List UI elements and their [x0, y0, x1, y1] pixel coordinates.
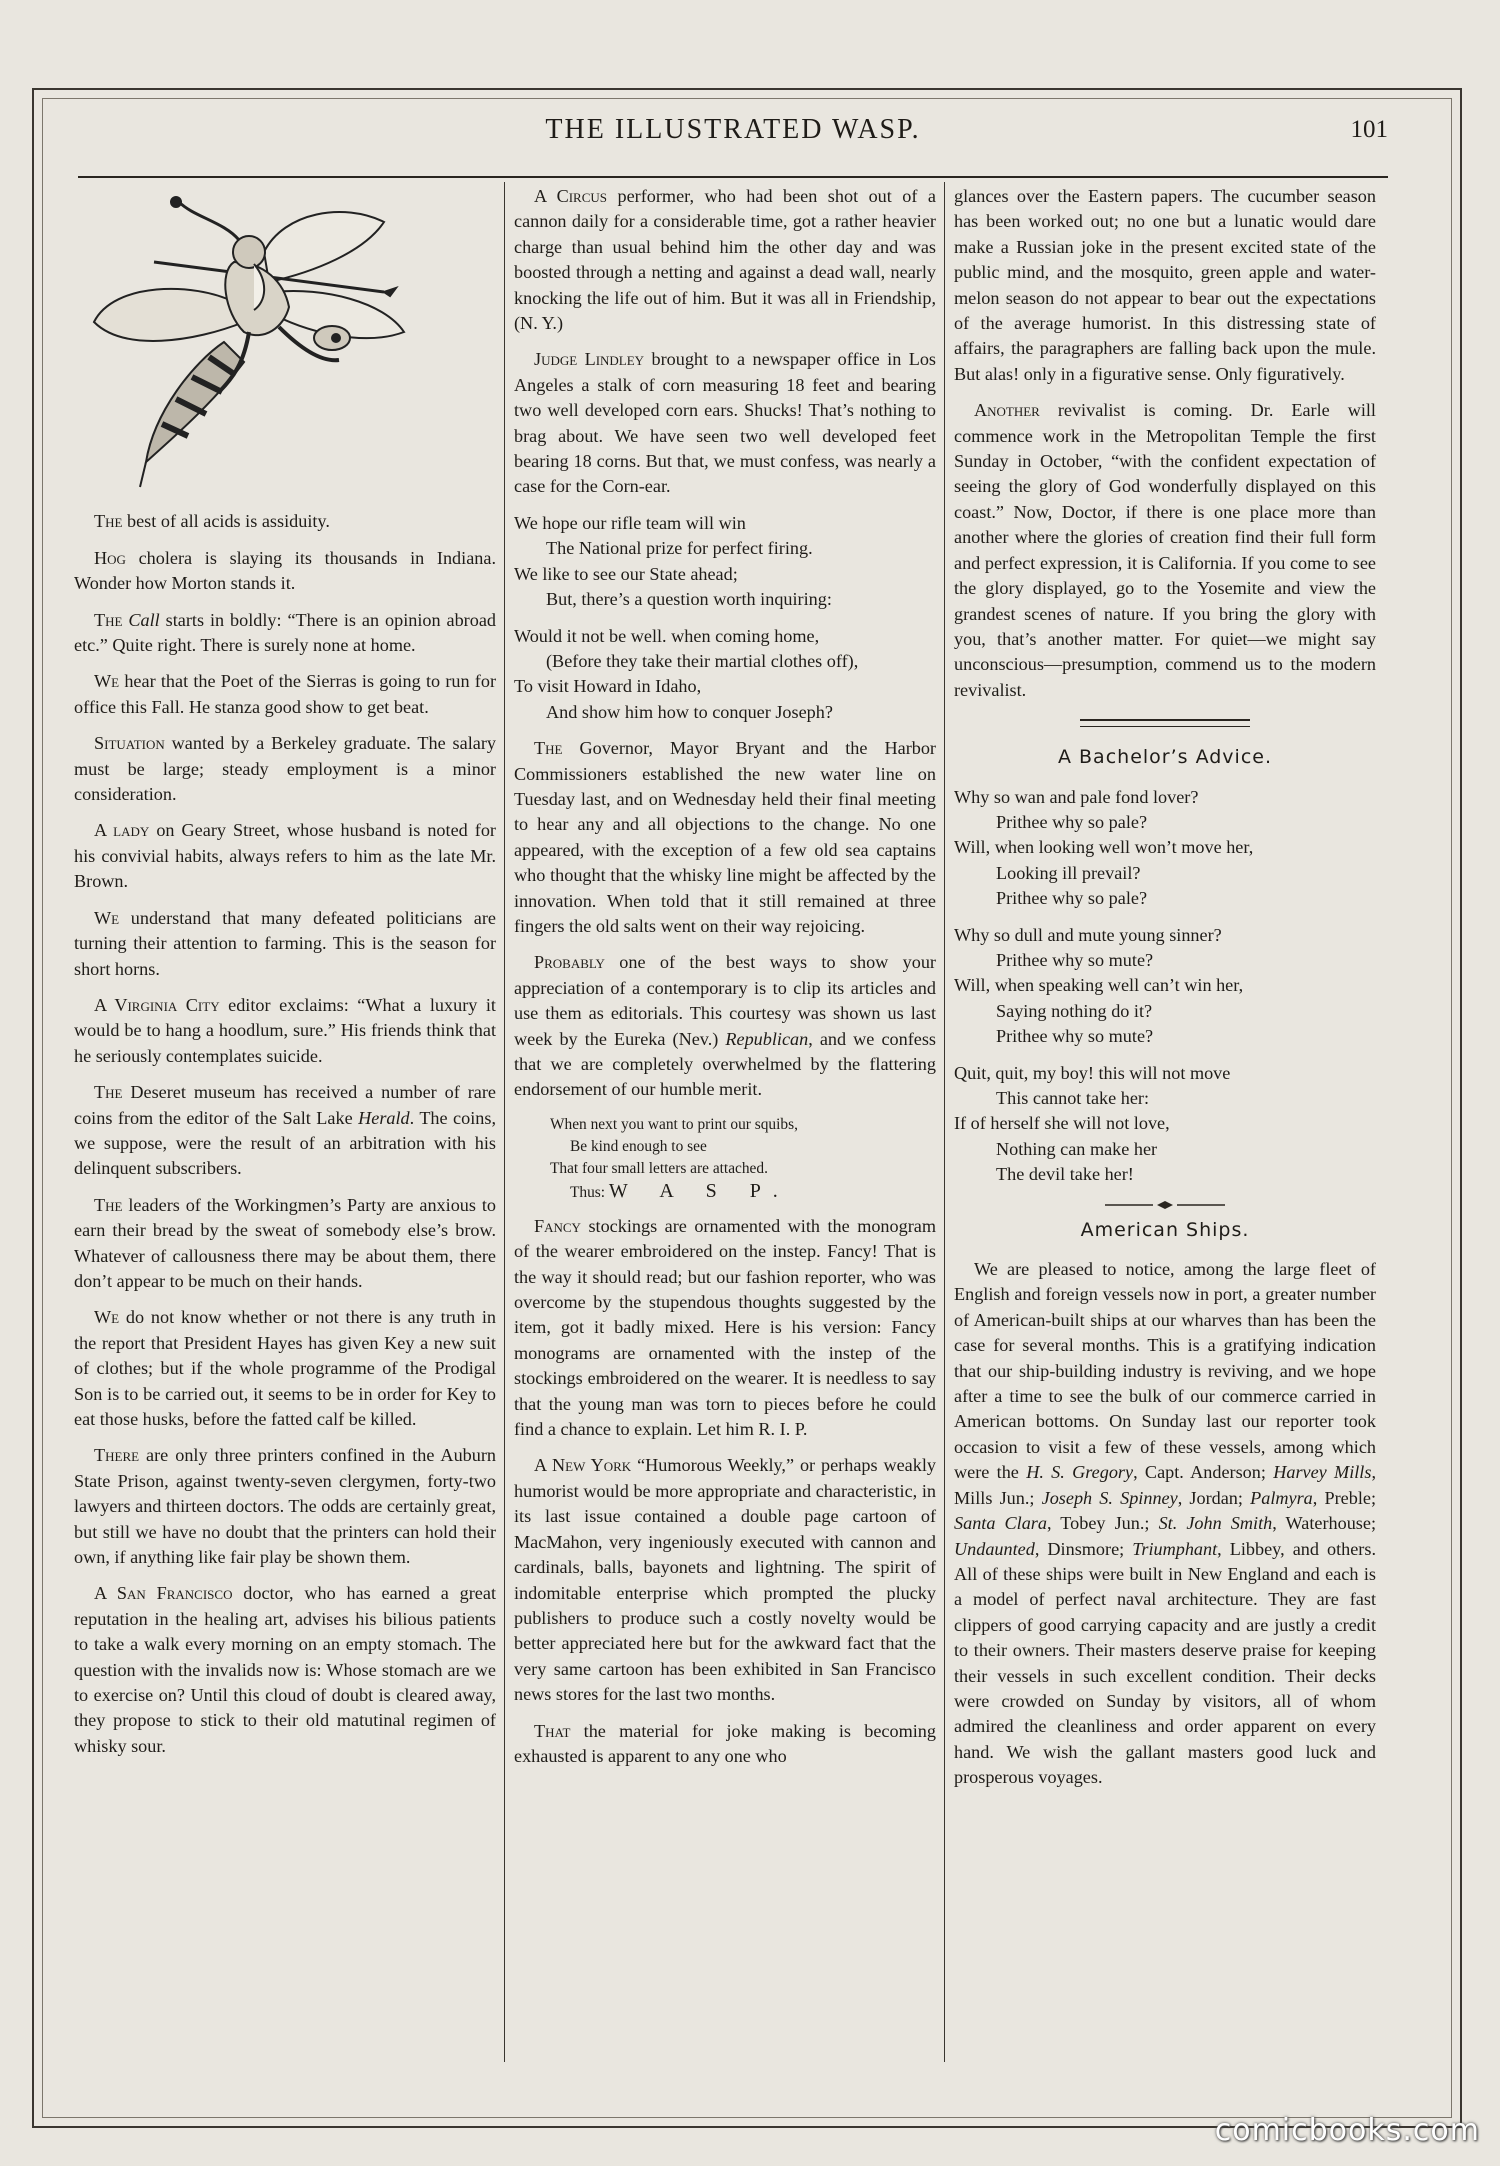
watermark: comicbooks.com	[1214, 2113, 1480, 2148]
ornament-divider	[1105, 1200, 1225, 1210]
item-workingmen: The leaders of the Workingmen’s Party are anxious to earn their bread by the sweat of somebody else’s brow. Whatever of callousness there may be about them, there don’t appear to be much on their hands.	[74, 1194, 496, 1291]
poem-stanza-1: Why so wan and pale fond lover? Prithee why so pale? Will, when looking well won’t move her, Looking ill prevail? Prithee why so pale?	[954, 786, 1254, 909]
item-poet: We hear that the Poet of the Sierras is going to run for office this Fall. He stanza good show to get beat.	[74, 671, 496, 717]
item-situation: Situation wanted by a Berkeley graduate. The salary must be large; steady employment is a minor consideration.	[74, 733, 496, 805]
thus-label: Thus:	[570, 1183, 606, 1201]
poem-stanza-2: Why so dull and mute young sinner? Prithee why so mute? Will, when speaking well can’t win her, Saying nothing do it? Prithee why so mute?	[954, 924, 1244, 1047]
verse-rifle-team-1: We hope our rifle team will win The National prize for perfect firing. We like to see our State ahead; But, there’s a question worth inquiring:	[514, 512, 832, 610]
item-that: That the material for joke making is becoming exhausted is apparent to any one who	[514, 1720, 936, 1766]
wasp-signature: W A S P.	[608, 1179, 792, 1202]
item-acids: The best of all acids is assiduity.	[94, 511, 330, 532]
item-probably: Probably one of the best ways to show your appreciation of a contemporary is to clip its articles and use them as editorials. This courtesy was shown us last week by the Eureka (Nev.) Republican, and we confess that we are completely overwhelmed by the flattering endorsement of our humble merit.	[514, 952, 936, 1100]
section-divider	[1080, 719, 1250, 727]
poem-stanza-3: Quit, quit, my boy! this will not move This cannot take her: If of herself she will not love, Nothing can make her The devil take her!	[954, 1062, 1231, 1185]
column-rule-2	[944, 182, 945, 2062]
item-printers: There are only three printers confined in the Auburn State Prison, against twenty-seven clergymen, forty-two lawyers and thirteen doctors. The odds are certainly great, but still we have no doubt that the printers can hold their own, if anything like fair play be shown them.	[74, 1445, 496, 1568]
masthead-title: THE ILLUSTRATED WASP.	[545, 114, 921, 145]
item-deseret: The Deseret museum has received a number of rare coins from the editor of the Salt Lake Herald. The coins, we suppose, were the result of an arbitration with his delinquent subscribers.	[74, 1082, 496, 1179]
item-revivalist: Another revivalist is coming. Dr. Earle will commence work in the Metropolitan Temple the first Sunday in October, “with the confident expectation of seeing the glory of God wonderfully displayed on this coast.” Now, Doctor, if there is one place more than another where the glories of creation find their full form and perfect expression, it is California. If you come to see the glory displayed, go to the Yosemite and view the grandest scenes of nature. If you bring the glory with you, that’s another matter. For quiet—we might say unconscious—presumption, commend us to the modern revivalist.	[954, 400, 1376, 700]
column-2	[514, 184, 936, 1780]
item-continued-joke: glances over the Eastern papers. The cucumber season has been worked out; no one but a lunatic would dare make a Russian joke in the present excited state of the public mind, and the mosquito, green apple and water-melon season do not appear to bear out the expectations of the average humorist. In this distressing state of affairs, the paragraphers are falling back upon the mule. But alas! only in a figurative sense. Only figuratively.	[954, 186, 1376, 384]
item-virginia-city: A Virginia City editor exclaims: “What a luxury it would be to hang a hoodlum, sure.” His friends think that he seriously contemplates suicide.	[74, 994, 496, 1066]
item-doctor: A San Francisco doctor, who has earned a great reputation in the healing art, advises his bilious patients to take a walk every morning on an empty stomach. The question with the invalids now is: Whose stomach are we to exercise on? Until this cloud of doubt is cleared away, they propose to stick to their old matutinal regimen of whisky sour.	[74, 1583, 497, 1756]
item-fancy: Fancy stockings are ornamented with the monogram of the wearer embroidered on the instep. Fancy! That is the way it should read; but our fashion reporter, who was overcome by the stupendous thoughts suggested by the item, got it badly mixed. Here is his version: Fancy monograms are ornamented with the instep of the stockings embroidered on the wearer. It is needless to say that the young man was torn to pieces before he could find a chance to explain. Let him R. I. P.	[514, 1215, 936, 1440]
item-new-york: A New York “Humorous Weekly,” or perhaps weakly humorist would be more appropriate and characteristic, in its last issue contained a double page cartoon of MacMahon, very ingeniously executed with cannon and cardinals, balls, bayonets and lightning. The spirit of indomitable enterprise which prompted the plucky publishers to produce such a costly novelty would be better appreciated here but for the awkward fact that the very same cartoon has been exhibited in San Francisco news stores for the last two months.	[514, 1455, 936, 1705]
item-hog-cholera: Hog cholera is slaying its thousands in Indiana. Wonder how Morton stands it.	[74, 547, 496, 594]
item-circus: A Circus performer, who had been shot out of a cannon daily for a considerable time, got a rather heavier charge than usual behind him the other day and was boosted through a netting and against a dead wall, nearly knocking the life out of him. But it was all in Friendship, (N. Y.)	[514, 186, 936, 334]
masthead	[78, 112, 1388, 156]
masthead-rule	[78, 176, 1388, 178]
item-hayes: We do not know whether or not there is any truth in the report that President Hayes has given Key a new suit of clothes; but if the whole programme of the Prodigal Son is to be carried out, it seems to be in order for Key to eat those husks, before the fatted calf be killed.	[74, 1307, 496, 1429]
item-politicians: We understand that many defeated politicians are turning their attention to farming. This is the season for short horns.	[74, 907, 496, 979]
item-lady: A lady on Geary Street, whose husband is noted for his convivial habits, always refers to him as the late Mr. Brown.	[74, 820, 496, 892]
item-judge-lindley: Judge Lindley brought to a newspaper office in Los Angeles a stalk of corn measuring 18 feet and bearing two well developed corn ears. Shucks! That’s nothing to brag about. We have seen two well developed feet bearing 18 corns. But that, we must confess, was nearly a case for the Corn-ear.	[514, 349, 936, 497]
verse-rifle-team-2: Would it not be well. when coming home, (Before they take their martial clothes off), To visit Howard in Idaho, And show him how to conquer Joseph?	[514, 625, 859, 722]
column-rule-1	[504, 182, 505, 2062]
item-governor: The Governor, Mayor Bryant and the Harbor Commissioners established the new water line on Tuesday last, and on Wednesday held their final meeting to hear any and all objections to the change. No one appeared, with the exception of a few old sea captains who thought that the whisky line might be affected by the innovation. When told that it still remained at three fingers the old salts went on their way rejoicing.	[514, 738, 936, 936]
verse-squibs: When next you want to print our squibs, Be kind enough to see That four small letters are attached. Thus: W A S P.	[550, 1115, 798, 1202]
wasp-gnome-illustration	[84, 192, 414, 492]
heading-bachelors-advice: A Bachelor’s Advice.	[1057, 746, 1272, 769]
column-1	[74, 184, 496, 1770]
heading-american-ships: American Ships.	[1080, 1218, 1250, 1241]
item-call: The Call starts in boldly: “There is an opinion abroad etc.” Quite right. There is surely none at home.	[74, 609, 496, 656]
column-3	[954, 184, 1376, 1802]
page-number: 101	[1350, 116, 1388, 143]
item-american-ships: We are pleased to notice, among the large fleet of English and foreign vessels now in port, a greater number of American-built ships at our wharves than has been the case for several months. This is a gratifying indication that our ship-building industry is reviving, and we hope after a time to see the bulk of our commerce carried in American bottoms. On Sunday last our reporter took occasion to visit a few of these vessels, among which were the H. S. Gregory, Capt. Anderson; Harvey Mills, Mills Jun.; Joseph S. Spinney, Jordan; Palmyra, Preble; Santa Clara, Tobey Jun.; St. John Smith, Waterhouse; Undaunted, Dinsmore; Triumphant, Libbey, and others. All of these ships were built in New England and each is a model of perfect naval architecture. They are fast clippers of good carrying capacity and are justly a credit to their owners. Their masters deserve praise for keeping their vessels in such excellent condition. Their decks were crowded on Sunday by visitors, all of whom admired the cleanliness and order apparent on every hand. We wish the gallant masters good luck and prosperous voyages.	[954, 1259, 1376, 1788]
